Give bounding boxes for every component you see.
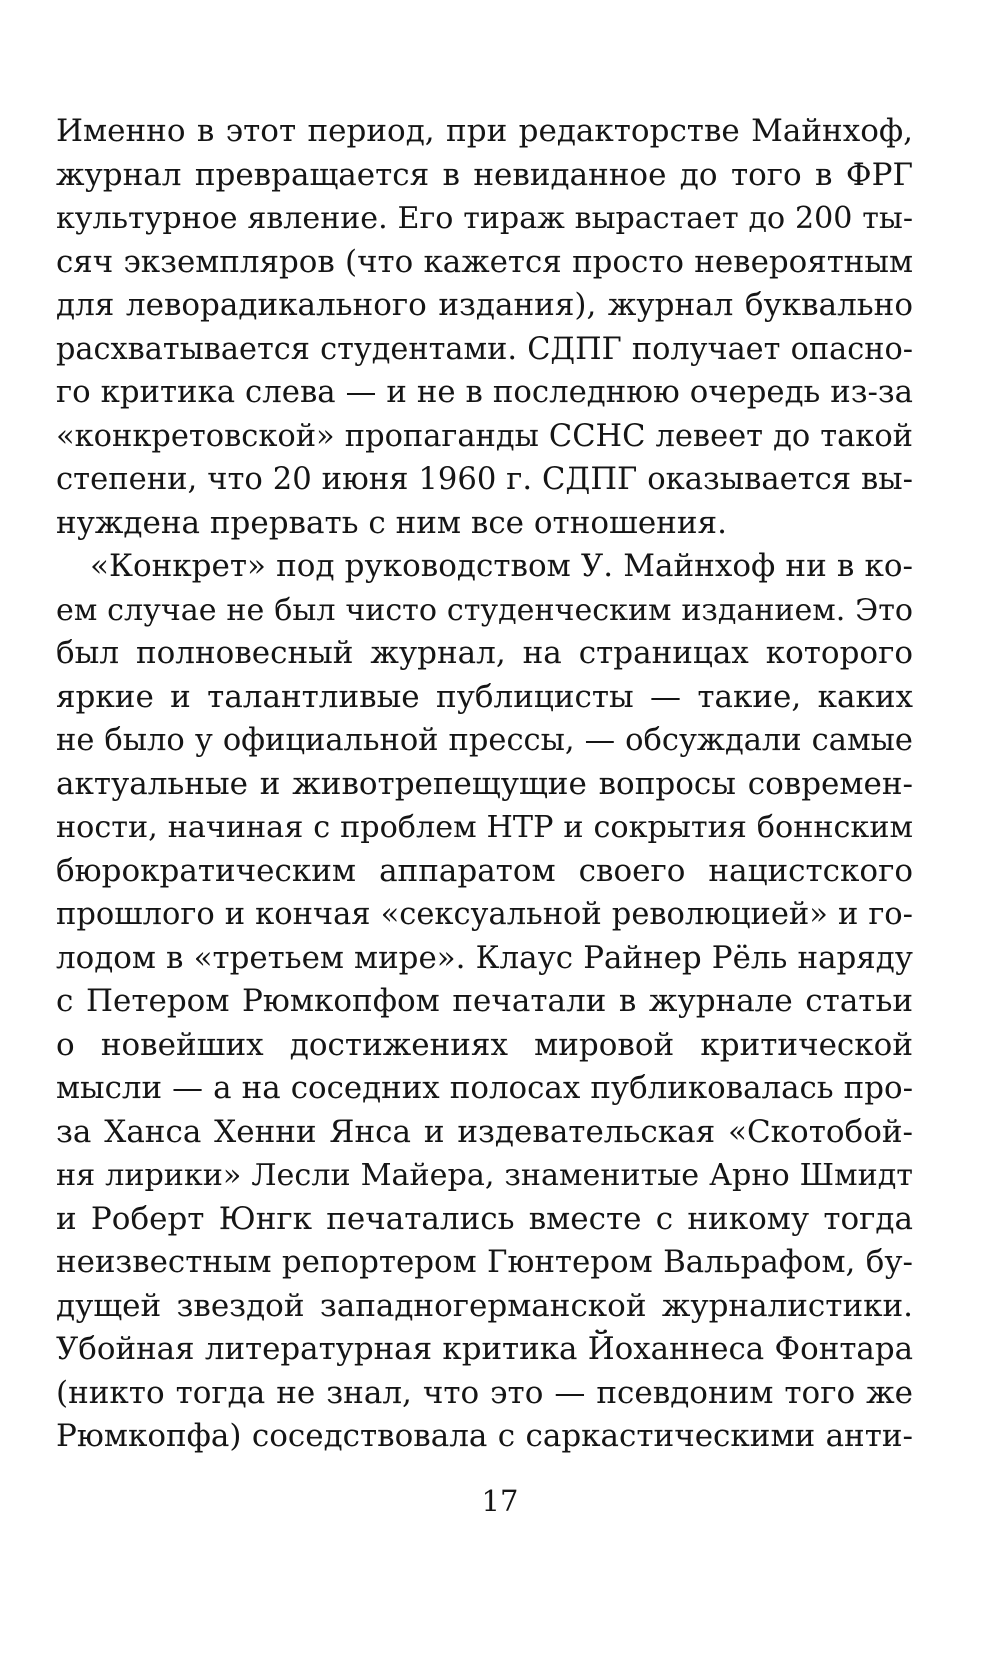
text-line: за Ханса Хенни Янса и издевательская «Скотобой-	[56, 1113, 913, 1150]
text-line: Убойная литературная критика Йоханнеса Фонтара	[56, 1331, 913, 1367]
text-line: для леворадикального издания), журнал буквально	[56, 287, 913, 323]
text-line: с Петером Рюмкопфом печатали в журнале статьи	[56, 983, 913, 1019]
text-line: бюрократическим аппаратом своего нацистского	[56, 852, 913, 889]
page-number: 17	[481, 1484, 519, 1518]
text-line: яркие и талантливые публицисты — такие, каких	[56, 678, 913, 715]
text-line: и Роберт Юнгк печатались вместе с никому тогда	[56, 1200, 913, 1237]
text-line: мысли — а на соседних полосах публиковалась про-	[56, 1070, 913, 1106]
text-line: «Конкрет» под руководством У. Майнхоф ни в ко-	[90, 548, 913, 584]
text-line: дущей звездой западногерманской журналистики.	[56, 1287, 913, 1324]
text-line: не было у официальной прессы, — обсуждали самые	[56, 723, 913, 758]
text-line: ности, начиная с проблем НТР и сокрытия боннским	[56, 810, 913, 845]
text-line: ня лирики» Лесли Майера, знаменитые Арно Шмидт	[56, 1158, 913, 1193]
text-line: культурное явление. Его тираж вырастает до 200 ты-	[56, 201, 913, 236]
text-line: расхватывается студентами. СДПГ получает опасно-	[56, 331, 913, 367]
text-line: журнал превращается в невиданное до того в ФРГ	[56, 156, 913, 193]
text-line: о новейших достижениях мировой критической	[56, 1026, 913, 1063]
body-text	[56, 110, 913, 1459]
text-line: Рюмкопфа) соседствовала с саркастическими анти-	[56, 1418, 913, 1454]
text-line: ем случае не был чисто студенческим изданием. Это	[56, 592, 913, 628]
text-line: прошлого и кончая «сексуальной революцией» и го-	[56, 897, 913, 932]
text-line: лодом в «третьем мире». Клаус Райнер Рёль наряду	[56, 939, 913, 976]
text-line: нуждена прервать с ним все отношения.	[56, 504, 727, 541]
text-line: го критика слева — и не в последнюю очередь из-за	[56, 374, 913, 410]
text-line: степени, что 20 июня 1960 г. СДПГ оказывается вы-	[56, 462, 913, 497]
text-line: актуальные и животрепещущие вопросы современ-	[56, 765, 913, 802]
text-line: неизвестным репортером Гюнтером Вальрафом, бу-	[56, 1244, 913, 1280]
text-line: (никто тогда не знал, что это — псевдоним того же	[56, 1374, 913, 1411]
text-line: Именно в этот период, при редакторстве Майнхоф,	[56, 113, 913, 149]
text-line: сяч экземпляров (что кажется просто невероятным	[56, 243, 913, 280]
text-line: был полновесный журнал, на страницах которого	[56, 635, 913, 671]
text-line: «конкретовской» пропаганды ССНС левеет до такой	[56, 418, 913, 454]
